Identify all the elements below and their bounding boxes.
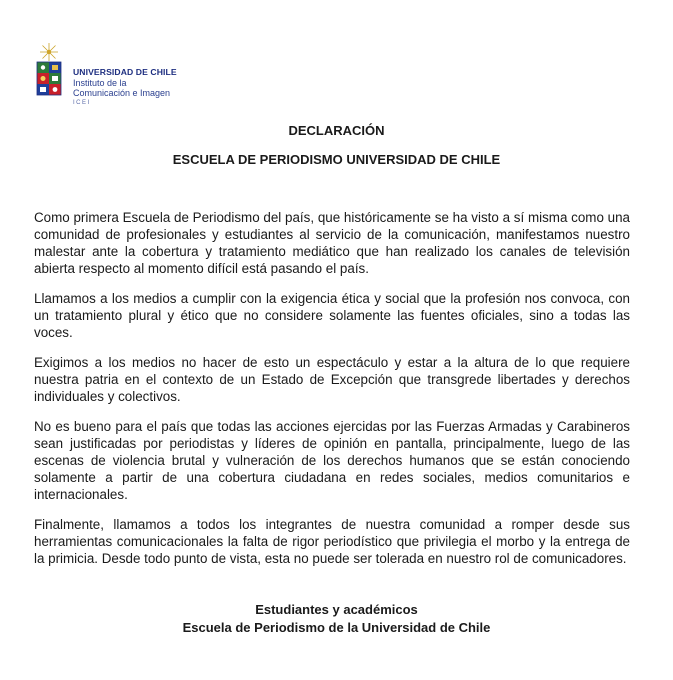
logo-acronym: ICEI xyxy=(73,99,91,106)
university-logo xyxy=(33,40,193,112)
paragraph: Finalmente, llamamos a todos los integrantes de nuestra comunidad a romper desde sus herramientas comunicacionales la falta de rigor periodístico que privilegia el morbo y la entrega de la primicia. Desde todo punto de vista, esta no puede ser tolerada en nuestro rol de comunicadores. xyxy=(34,517,630,566)
logo-university-name: UNIVERSIDAD DE CHILE xyxy=(73,67,177,77)
signature-line2: Escuela de Periodismo de la Universidad de Chile xyxy=(182,620,491,635)
paragraph: Llamamos a los medios a cumplir con la exigencia ética y social que la profesión nos convoca, con un tratamiento plural y ético que no considere solamente las fuentes oficiales, sino a todas las voces. xyxy=(34,291,630,340)
logo-institute-line2: Comunicación e Imagen xyxy=(73,88,171,98)
paragraph: No es bueno para el país que todas las acciones ejercidas por las Fuerzas Armadas y Carabineros sean justificadas por periodistas y líderes de opinión en pantalla, principalmente, luego de las escenas de violencia brutal y vulneración de los derechos humanos que se están conociendo solamente a partir de una cobertura ciudadana en redes sociales, medios comunitarios e internacionales. xyxy=(34,419,630,502)
paragraph: Exigimos a los medios no hacer de esto un espectáculo y estar a la altura de lo que requiere nuestra patria en el contexto de un Estado de Excepción que transgrede libertades y derechos individuales y colectivos. xyxy=(34,355,630,404)
declaration-body xyxy=(34,209,630,580)
logo-institute-line1: Instituto de la xyxy=(73,77,127,88)
document-subtitle: ESCUELA DE PERIODISMO UNIVERSIDAD DE CHILE xyxy=(172,152,501,167)
document-title: DECLARACIÓN xyxy=(288,123,385,138)
university-crest-icon xyxy=(33,40,73,112)
paragraph: Como primera Escuela de Periodismo del país, que históricamente se ha visto a sí misma como una comunidad de profesionales y estudiantes al servicio de la comunicación, manifestamos nuestro malestar ante la cobertura y tratamiento mediático que han realizado los canales de televisión abierta respecto al momento difícil está pasando el país. xyxy=(34,210,630,276)
logo-text xyxy=(73,67,177,108)
signature-line1: Estudiantes y académicos xyxy=(255,602,418,617)
